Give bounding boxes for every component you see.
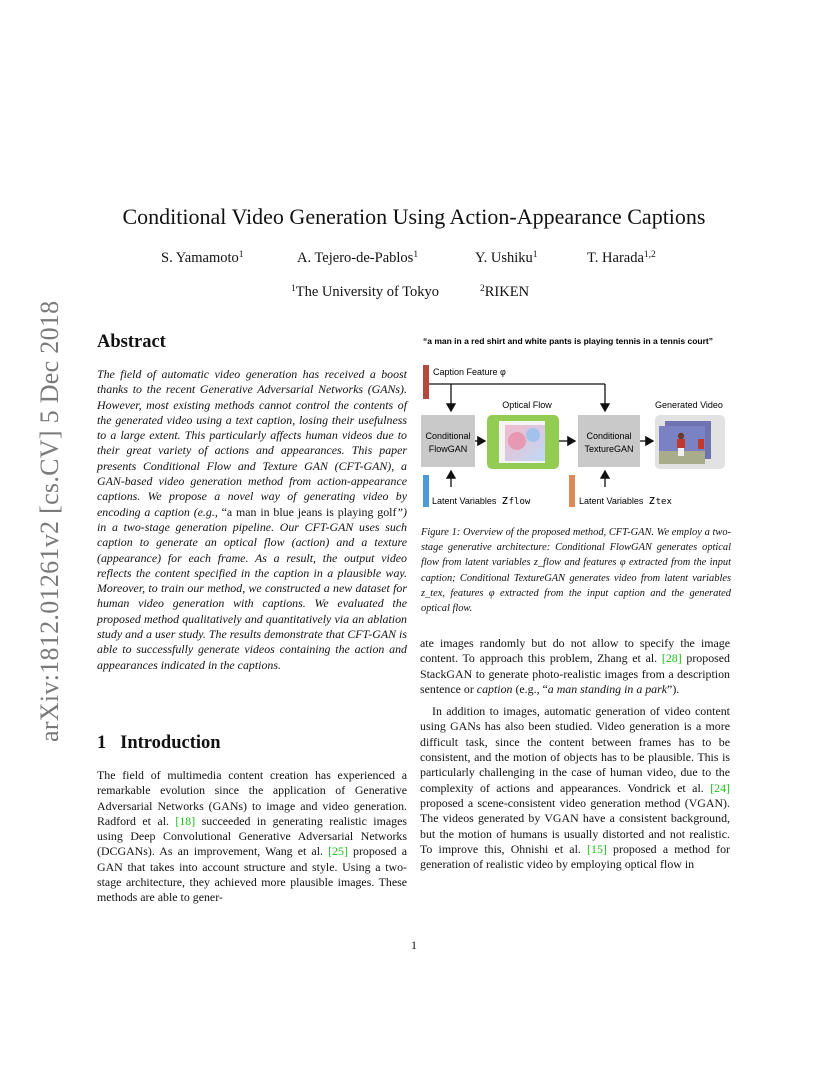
introduction-heading: 1 Introduction	[97, 733, 221, 753]
input-caption-text: “a man in a red shirt and white pants is playing tennis in a tennis court”	[423, 336, 713, 346]
author-1: S. Yamamoto$^1$	[161, 250, 244, 266]
introduction-body: The field of multimedia content creation has experienced a remarkable evolution since the application of Generative Adversarial Networks (GANs) to image and video generation. Radford et al. [18] succeeded in generating realistic images using Deep Convolutional Generative Adversarial Networks (DCGANs). As an improvement, Wang et al. [25] proposed a GAN that takes into account structure and style. Using a two-stage architecture, they achieved more plausible images. These methods are able to gener-	[97, 768, 407, 905]
generated-video-label: Generated Video	[655, 400, 723, 410]
conditional-flowgan-box	[421, 415, 475, 467]
paper-title: Conditional Video Generation Using Action-Appearance Captions	[122, 204, 706, 229]
player-head	[678, 433, 684, 439]
player-2	[698, 439, 704, 449]
abstract-section	[97, 332, 407, 673]
author-3: Y. Ushiku$^1$	[475, 250, 538, 266]
author-2: A. Tejero-de-Pablos$^1$	[297, 250, 419, 266]
caption-feature-bar	[423, 365, 429, 399]
paragraph: In addition to images, automatic generation of video content using GANs has also been studied. Video generation is a more difficult task, since the content between frames has to be consistent, and the motion of objects has to be plausible. This is particularly challenging in the case of human video, due to the complexity of actions and appearances. Vondrick et al. [24] proposed a scene-consistent video generation method (VGAN). The videos generated by VGAN have a consistent background, but the motion of humans is usually distorted and not realistic. To improve this, Ohnishi et al. [15] proposed a method for generation of realistic video by employing optical flow in	[420, 704, 730, 872]
figure-1	[419, 333, 731, 509]
player-pants	[678, 448, 684, 456]
affiliation-2: $^2$RIKEN	[480, 284, 530, 300]
paragraph: ate images randomly but do not allow to specify the image content. To approach this problem, Zhang et al. [28] proposed StackGAN to generate photo-realistic images from a description sentence or caption (e.g., “a man standing in a park”).	[420, 636, 730, 696]
arxiv-side-stamp: arXiv:1812.01261v2 [cs.CV] 5 Dec 2018	[35, 300, 64, 742]
citation-link[interactable]: [28]	[661, 651, 682, 666]
latent-flow-bar	[423, 475, 429, 507]
caption-feature-label: Caption Feature φ	[433, 367, 506, 377]
abstract-quote: “a man in blue jeans is playing golf	[221, 504, 397, 519]
right-column-body	[420, 636, 730, 872]
latent-tex-label: Latent Variables ztex	[579, 493, 672, 507]
optical-flow-label: Optical Flow	[502, 400, 552, 410]
affiliation-1: $^1$The University of Tokyo	[291, 284, 440, 300]
architecture-diagram	[419, 333, 731, 509]
flowgan-label-line1: Conditional	[425, 431, 471, 441]
flowgan-label-line2: FlowGAN	[428, 444, 468, 454]
texturegan-label-line1: Conditional	[586, 431, 632, 441]
abstract-body: The field of automatic video generation has received a boost thanks to the recent Generative Adversarial Networks (GANs). However, most existing methods cannot control the contents of the generated video using a text caption, losing their usefulness to a large extent. This particularly affects human videos due to their great variety of actions and appearances. This paper presents Conditional Flow and Texture GAN (CFT-GAN), a GAN-based video generation method from action-appearance captions. We propose a novel way of generating video by encoding a caption (e.g., “a man in blue jeans is playing golf”) in a two-stage generation pipeline. Our CFT-GAN uses such caption to generate an optical flow (action) and a texture (appearance) for each frame. As a result, the output video reflects the content specified in the caption in a plausible way. Moreover, to train our method, we constructed a new dataset for human video generation with captions. We evaluated the proposed method qualitatively and quantitatively via an ablation study and a user study. The results demonstrate that CFT-GAN is able to successfully generate videos containing the action and appearances indicated in the captions.	[97, 367, 407, 672]
player-shirt	[677, 439, 685, 448]
introduction-section	[97, 733, 407, 906]
abstract-heading: Abstract	[97, 332, 166, 352]
author-4: T. Harada$^{1,2}$	[587, 250, 656, 266]
citation-link[interactable]: [25]	[328, 844, 348, 859]
citation-link[interactable]: [18]	[175, 813, 196, 828]
flow-blob	[508, 432, 526, 450]
figure-caption: Figure 1: Overview of the proposed method, CFT-GAN. We employ a two-stage generative architecture: Conditional FlowGAN generates optical flow from latent variables z_flow and features φ extracted from the input caption; Conditional TextureGAN generates video from latent variables z_tex, features φ extracted from the input caption and the generated optical flow.	[421, 527, 731, 615]
latent-flow-label: Latent Variables zflow	[432, 493, 531, 507]
texturegan-label-line2: TextureGAN	[584, 444, 634, 454]
citation-link[interactable]: [15]	[587, 841, 607, 856]
citation-link[interactable]: [24]	[710, 780, 730, 795]
latent-tex-bar	[569, 475, 575, 507]
flow-blob	[526, 428, 540, 442]
conditional-texturegan-box	[578, 415, 640, 467]
page-number: 1	[411, 938, 417, 952]
